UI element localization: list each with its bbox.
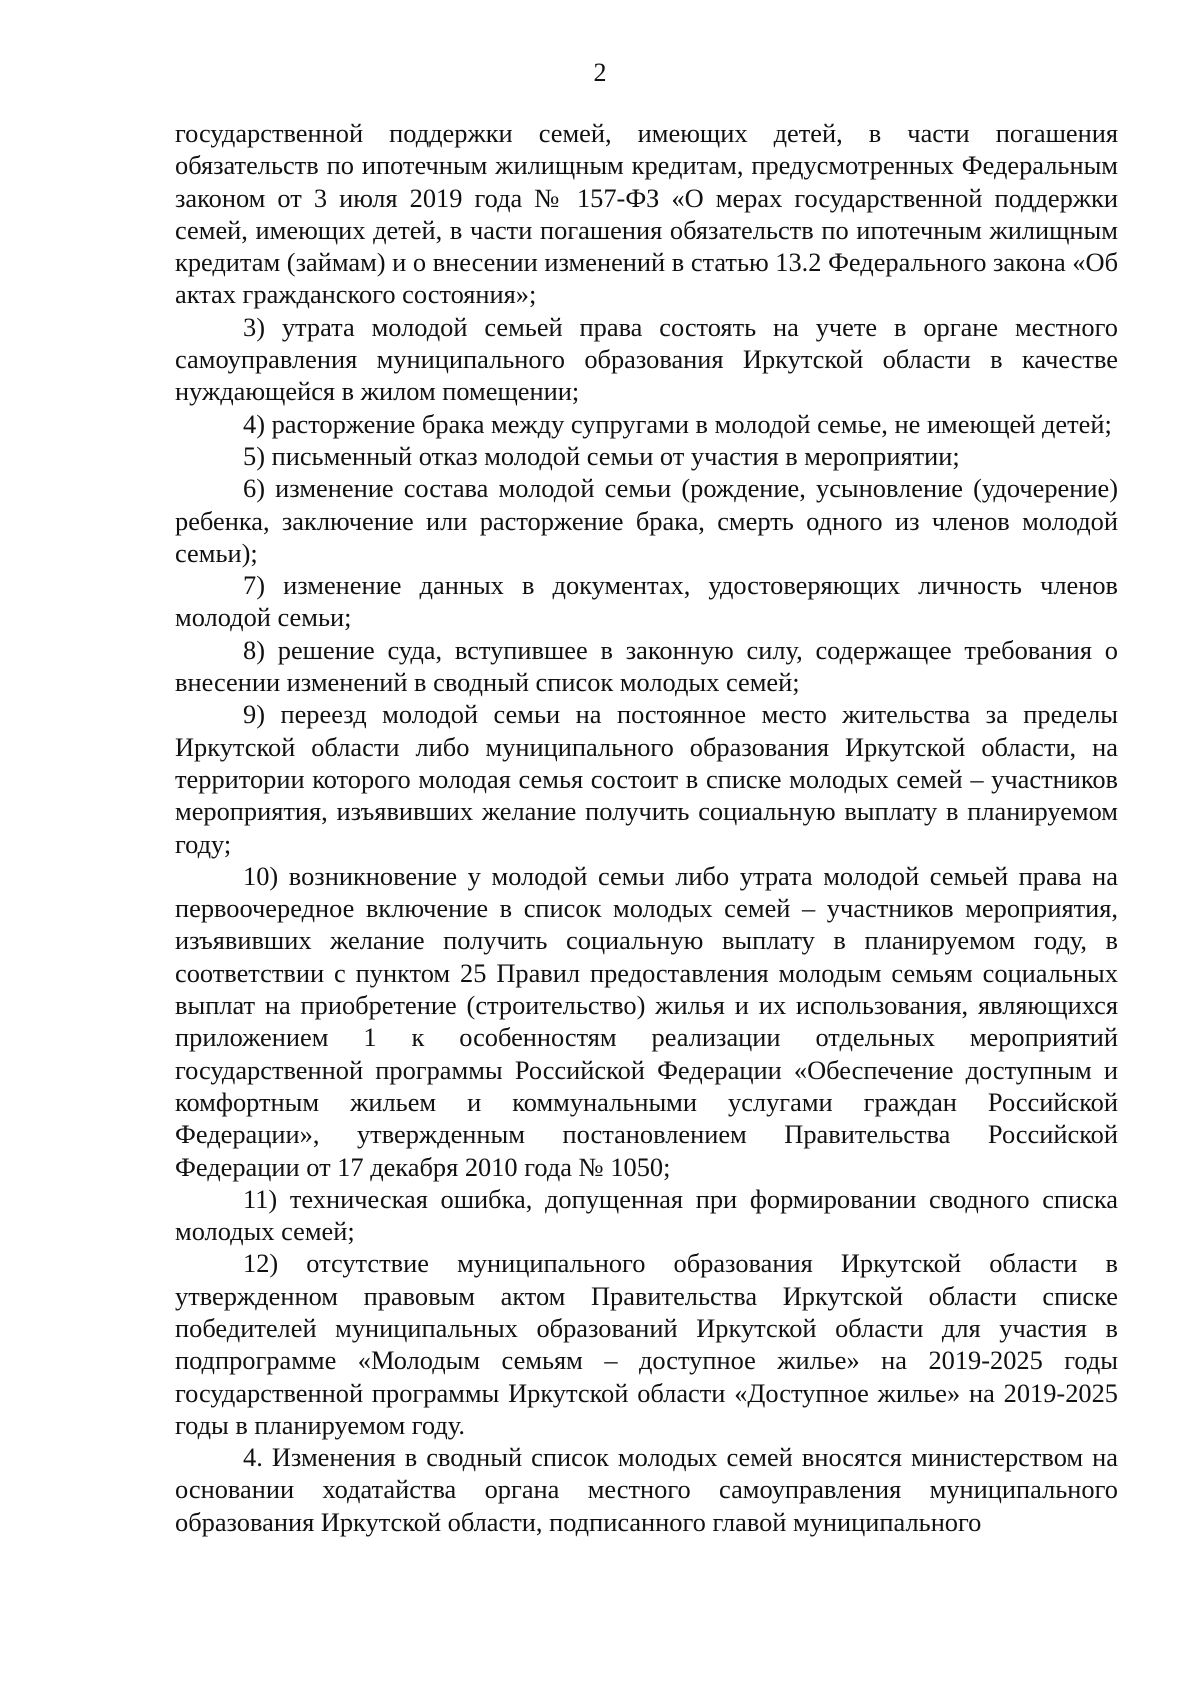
list-item-4: 4) расторжение брака между супругами в молодой семье, не имеющей детей;	[243, 408, 1112, 439]
paragraph-continuation: государственной поддержки семей, имеющих детей, в части погашения обязательств по ипотечным жилищным кредитам, предусмотренных Федеральным законом от 3 июля 2019 года № 157-ФЗ «О мерах государственной поддержки семей, имеющих детей, в части погашения обязательств по ипотечным жилищным кредитам (займам) и о внесении изменений в статью 13.2 Федерального закона «Об актах гражданского состояния»;	[175, 118, 1118, 310]
section-4-paragraph: 4. Изменения в сводный список молодых семей вносятся министерством на основании ходатайства органа местного самоуправления муниципального образования Иркутской области, подписанного главой муниципального	[175, 1442, 1118, 1537]
list-item-5: 5) письменный отказ молодой семьи от участия в мероприятии;	[243, 440, 960, 471]
list-item-7: 7) изменение данных в документах, удостоверяющих личность членов молодой семьи;	[175, 570, 1118, 633]
list-item-11: 11) техническая ошибка, допущенная при формировании сводного списка молодых семей;	[175, 1183, 1118, 1247]
list-item-9: 9) переезд молодой семьи на постоянное место жительства за пределы Иркутской области либо муниципального образования Иркутской области, на территории которого молодая семья состоит в списке молодых семей – участников мероприятия, изъявивших желание получить социальную выплату в планируемом году;	[175, 699, 1118, 859]
list-item-10: 10) возникновение у молодой семьи либо утрата молодой семьей права на первоочередное включение в список молодых семей – участников мероприятия, изъявивших желание получить социальную выплату в планируемом году, в соответствии с пунктом 25 Правил предоставления молодым семьям социальных выплат на приобретение (строительство) жилья и их использования, являющихся приложением 1 к особенностям реализации отдельных мероприятий государственной программы Российской Федерации «Обеспечение доступным и комфортным жильем и коммунальными услугами граждан Российской Федерации», утвержденным постановлением Правительства Российской Федерации от 17 декабря 2010 года № 1050;	[175, 860, 1118, 1182]
list-item-8: 8) решение суда, вступившее в законную силу, содержащее требования о внесении изменений в сводный список молодых семей;	[175, 634, 1118, 698]
page-number: 2	[593, 58, 607, 87]
document-body	[175, 117, 1118, 1538]
list-item-12: 12) отсутствие муниципального образования Иркутской области в утвержденном правовым актом Правительства Иркутской области списке победителей муниципальных образований Иркутской области для участия в подпрограмме «Молодым семьям – доступное жилье» на 2019-2025 годы государственной программы Иркутской области «Доступное жилье» на 2019-2025 годы в планируемом году.	[175, 1248, 1118, 1440]
list-item-3: 3) утрата молодой семьей права состоять на учете в органе местного самоуправления муниципального образования Иркутской области в качестве нуждающейся в жилом помещении;	[175, 311, 1118, 407]
list-item-6: 6) изменение состава молодой семьи (рождение, усыновление (удочерение) ребенка, заключение или расторжение брака, смерть одного из членов молодой семьи);	[175, 473, 1118, 568]
